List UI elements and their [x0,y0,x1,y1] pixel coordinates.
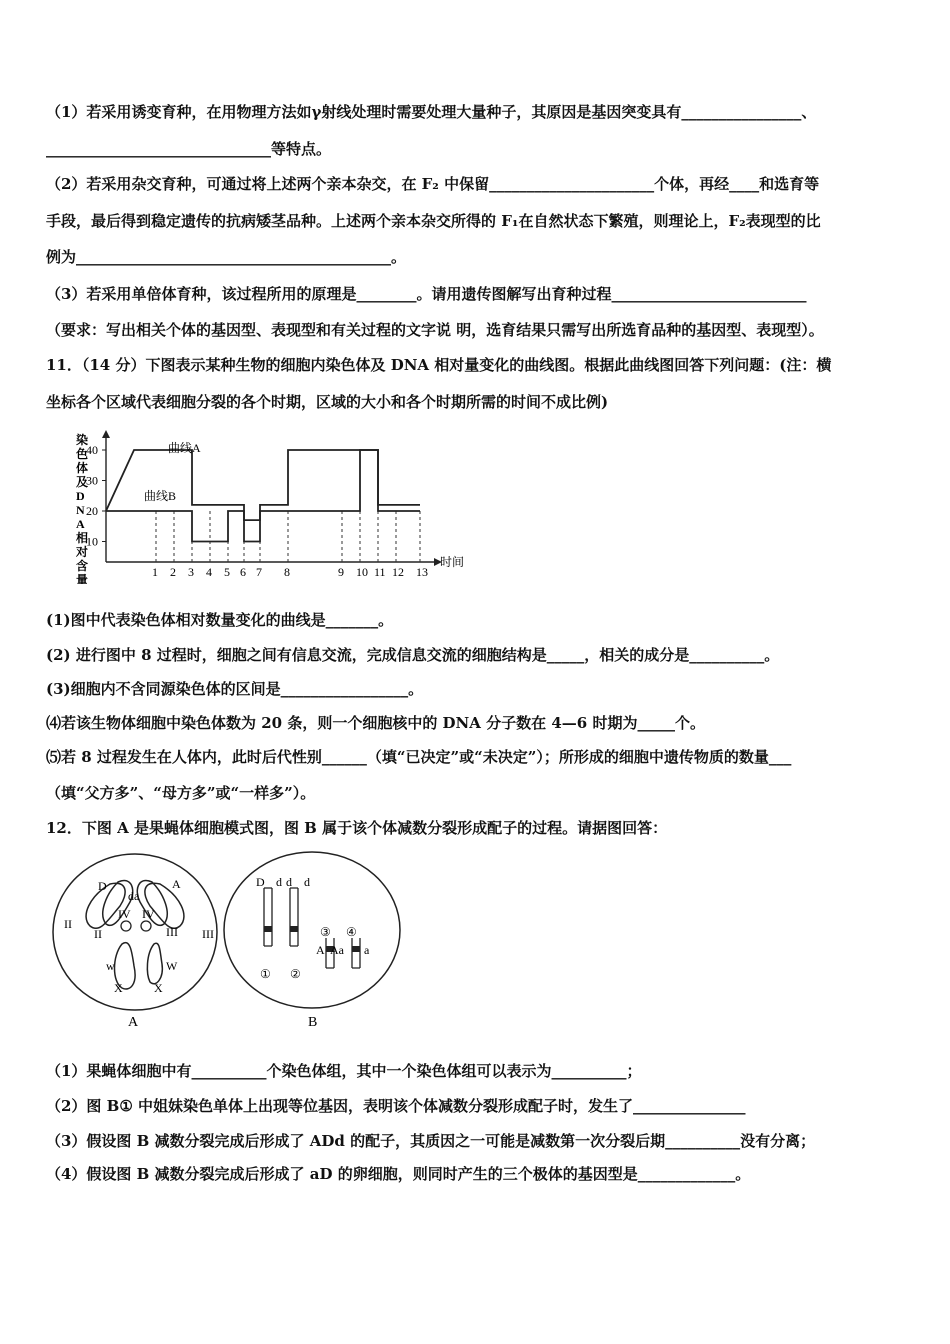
y-axis-label-char: N [76,503,85,517]
y-axis-label-char: 相 [76,531,89,545]
y-tick-label: 30 [86,473,98,488]
figure-a-gene-label: IV [118,907,131,921]
q10-part1-line1: （1）若采用诱变育种，在用物理方法如γ射线处理时需要处理大量种子，其原因是基因突变具有________________、 [46,103,817,121]
q10-part2-line1: （2）若采用杂交育种，可通过将上述两个亲本杂交，在 F₂ 中保留______________________个体，再经____和选育等 [46,175,820,193]
series-label-a: 曲线A [168,441,201,455]
y-tick-label: 20 [86,504,98,518]
figure-a-labels [64,877,214,995]
x-tick-label: 6 [240,565,246,579]
q10-part3-line1: （3）若采用单倍体育种，该过程所用的原理是________。请用遗传图解写出育种过程__________________________ [46,285,807,303]
q11-sub1: (1)图中代表染色体相对数量变化的曲线是_______。 [46,611,394,629]
q11-sub5-line1: ⑸若 8 过程发生在人体内，此时后代性别______（填“已决定”或“未决定”）；所形成的细胞中遗传物质的数量___ [46,748,792,766]
chart-marks [106,440,420,542]
q11-stem-line1: 11．（14 分）下图表示某种生物的细胞内染色体及 DNA 相对量变化的曲线图。根据此曲线图回答下列问题：(注：横 [46,356,832,374]
chromosome-dna-chart [48,426,484,584]
y-axis-label-char: 量 [76,573,89,584]
fruitfly-cell-figures [50,846,410,1032]
q11-sub5-line2: （填“父方多”、“母方多”或“一样多”）。 [46,784,316,802]
x-tick-label: 12 [392,565,404,579]
figure-a-gene-label: w [106,959,115,973]
y-axis-label-char: D [76,489,85,503]
figure-a-caption: A [128,1015,139,1030]
y-axis-label-char: A [76,517,85,531]
figure-b-labels [256,875,370,981]
y-axis-label-char: 染 [76,433,89,447]
y-axis-label-char: 体 [76,461,89,475]
x-tick-label: 8 [284,565,290,579]
figure-b-gene-label: a [364,943,370,957]
figure-b-gene-label: ③ [320,925,331,939]
figure-a-gene-label: III [202,927,214,941]
figure-a-gene-label: X [114,981,123,995]
figure-b-gene-label: d [276,875,282,889]
q12-sub2: （2）图 B① 中姐妹染色单体上出现等位基因，表明该个体减数分裂形成配子时，发生了_______________ [46,1097,746,1115]
figure-b-caption: B [308,1015,318,1030]
q12-stem: 12．下图 A 是果蝇体细胞模式图，图 B 属于该个体减数分裂形成配子的过程。请据图回答： [46,819,668,837]
q11-sub3: (3)细胞内不含同源染色体的区间是_________________。 [46,680,424,698]
x-tick-label: 11 [374,565,386,579]
figure-b-gene-label: D [256,875,265,889]
x-tick-label: 3 [188,565,194,579]
y-axis-label-char: 及 [76,475,89,489]
q11-sub4: ⑷若该生物体细胞中染色体数为 20 条，则一个细胞核中的 DNA 分子数在 4—6 时期为_____个。 [46,714,705,732]
x-axis-label: 时间 [440,555,465,569]
figure-b-gene-label: d [286,875,292,889]
cell-a-outline [53,854,217,1010]
y-axis-arrow [102,430,110,438]
chromosome-iv-left [121,921,131,931]
figure-a-gene-label: W [166,959,178,973]
figure-a-gene-label: da [128,889,140,903]
y-axis-label-char: 含 [76,559,89,573]
chromosome-iv-right [141,921,151,931]
x-tick-label: 7 [256,565,262,579]
q10-part2-line2: 手段，最后得到稳定遗传的抗病矮茎品种。上述两个亲本杂交所得的 F₁在自然状态下繁殖，则理论上，F₂表现型的比 [46,212,821,230]
q12-sub3: （3）假设图 B 减数分裂完成后形成了 ADd 的配子，其质因之一可能是减数第一次分裂后期__________没有分离； [46,1132,816,1150]
cell-b-outline [224,852,400,1008]
figure-a-gene-label: III [166,925,178,939]
x-tick-label: 10 [356,565,368,579]
figure-a-gene-label: II [64,917,72,931]
figure-a-gene-label: II [94,927,102,941]
series-curve-a [106,450,420,520]
series-label-b: 曲线B [144,489,177,503]
q12-sub1: （1）果蝇体细胞中有__________个染色体组，其中一个染色体组可以表示为__________； [46,1062,642,1080]
y-axis-label-char: 对 [76,545,89,559]
q12-sub4: （4）假设图 B 减数分裂完成后形成了 aD 的卵细胞，则同时产生的三个极体的基因型是_____________。 [46,1165,751,1183]
y-tick-label: 10 [86,534,98,549]
x-tick-label: 9 [338,565,344,579]
q10-part1-line2: ______________________________等特点。 [46,140,332,158]
figure-b-gene-label: ① [260,967,271,981]
x-tick-label: 1 [152,565,158,579]
x-tick-label: 5 [224,565,230,579]
figure-b-gene-label: d [304,875,310,889]
chromosome-x-right [147,943,162,984]
x-tick-label: 4 [206,565,212,579]
figure-a-gene-label: D [98,879,107,893]
figure-b-gene-label: ④ [346,925,357,939]
q10-part3-line2: （要求：写出相关个体的基因型、表现型和有关过程的文字说 明，选育结果只需写出所选育品种的基因型、表现型）。 [46,321,824,339]
x-tick-label: 13 [416,565,428,579]
figure-b-gene-label: Aa [330,943,344,957]
q10-part2-line3: 例为__________________________________________。 [46,248,407,266]
q11-sub2: (2) 进行图中 8 过程时，细胞之间有信息交流，完成信息交流的细胞结构是_____，相关的成分是__________。 [46,646,780,664]
figure-a-gene-label: IV [142,907,155,921]
figure-b-gene-label: ② [290,967,301,981]
x-tick-label: 2 [170,565,176,579]
y-tick-label: 40 [86,443,98,457]
y-axis-label-char: 色 [76,447,89,461]
figure-a-gene-label: A [172,877,181,891]
figure-a-gene-label: X [154,981,163,995]
figure-b-gene-label: A [316,943,325,957]
q11-stem-line2: 坐标各个区域代表细胞分裂的各个时期，区域的大小和各个时期所需的时间不成比例) [46,393,609,411]
